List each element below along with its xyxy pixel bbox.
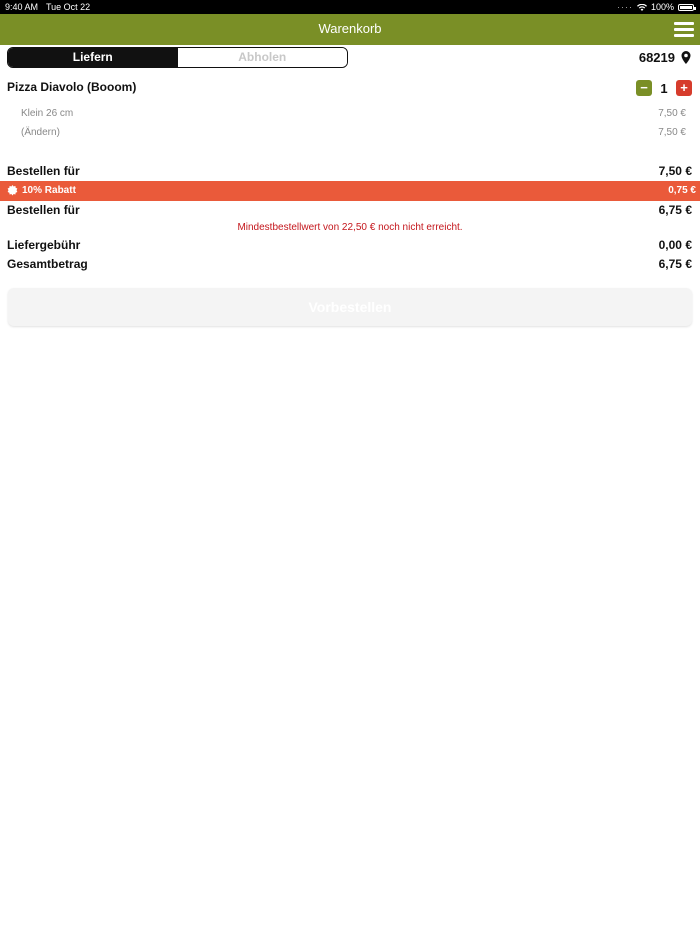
option-price: 7,50 € (658, 127, 686, 138)
preorder-button[interactable]: Vorbestellen (8, 288, 692, 326)
subtotal-value: 7,50 € (658, 164, 692, 178)
discount-badge-icon (7, 185, 18, 196)
increase-quantity-button[interactable]: + (676, 80, 692, 96)
zip-code: 68219 (638, 50, 675, 65)
nav-bar (0, 14, 700, 45)
quantity-stepper (636, 80, 692, 96)
wifi-icon (637, 4, 647, 11)
battery-percent: 100% (650, 2, 674, 12)
status-time: 9:40 AM (5, 2, 39, 12)
total-label: Gesamtbetrag (7, 257, 88, 271)
discount-label: 10% Rabatt (22, 185, 76, 196)
decrease-quantity-button[interactable]: − (636, 80, 652, 96)
status-bar (0, 0, 700, 14)
delivery-fee-value: 0,00 € (658, 238, 692, 252)
total-value: 6,75 € (658, 257, 692, 271)
location-selector[interactable] (639, 50, 691, 65)
discounted-value: 6,75 € (658, 203, 692, 217)
battery-icon (678, 4, 694, 11)
tab-pickup[interactable]: Abholen (178, 48, 348, 67)
discount-row (0, 181, 700, 201)
subtotal-label: Bestellen für (7, 164, 80, 178)
signal-icon: ···· (616, 2, 633, 12)
option-price: 7,50 € (658, 108, 686, 119)
location-pin-icon (681, 51, 691, 64)
tab-deliver[interactable]: Liefern (8, 48, 178, 67)
status-date: Tue Oct 22 (46, 2, 91, 12)
delivery-fee-label: Liefergebühr (7, 238, 81, 252)
hamburger-menu-icon[interactable] (674, 20, 694, 38)
minimum-order-warning: Mindestbestellwert von 22,50 € noch nicht erreicht. (237, 222, 463, 233)
delivery-mode-toggle (7, 47, 348, 68)
quantity-value: 1 (660, 80, 668, 96)
discount-value: 0,75 € (668, 185, 696, 196)
status-right (617, 2, 694, 12)
option-label: Klein 26 cm (21, 108, 74, 119)
change-option-link[interactable]: (Ändern) (21, 127, 60, 138)
cart-item-name: Pizza Diavolo (Booom) (7, 80, 137, 94)
discounted-label: Bestellen für (7, 203, 80, 217)
page-title: Warenkorb (318, 21, 382, 36)
